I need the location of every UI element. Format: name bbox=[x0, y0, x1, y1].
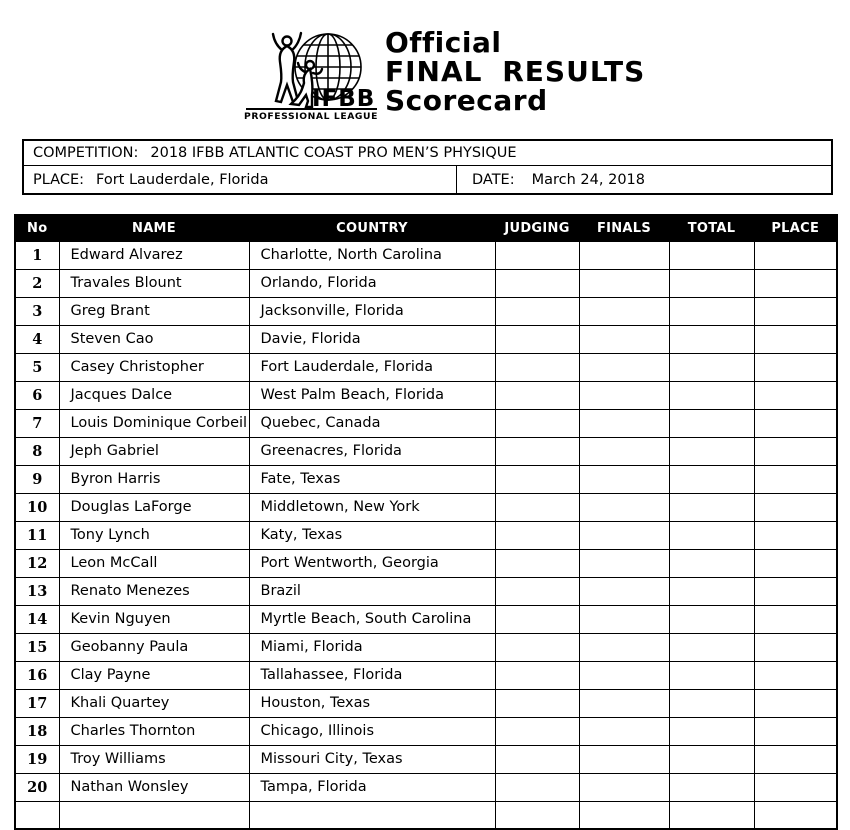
competitor-row bbox=[15, 409, 837, 437]
title-line-scorecard: Scorecard bbox=[385, 84, 548, 117]
results-table-header bbox=[15, 215, 837, 241]
cell-judging bbox=[495, 549, 579, 577]
competitor-row bbox=[15, 381, 837, 409]
cell-no: 19 bbox=[15, 745, 59, 773]
competitor-row bbox=[15, 633, 837, 661]
cell-total bbox=[669, 353, 754, 381]
cell-country: Middletown, New York bbox=[249, 493, 495, 521]
cell-judging bbox=[495, 577, 579, 605]
cell-name: Charles Thornton bbox=[59, 717, 249, 745]
cell-name: Greg Brant bbox=[59, 297, 249, 325]
cell-country: Jacksonville, Florida bbox=[249, 297, 495, 325]
cell-finals bbox=[579, 773, 669, 801]
cell-finals bbox=[579, 269, 669, 297]
cell-judging bbox=[495, 633, 579, 661]
column-header-finals: FINALS bbox=[579, 215, 669, 241]
cell-place bbox=[754, 241, 837, 269]
column-header-judging: JUDGING bbox=[495, 215, 579, 241]
cell-place bbox=[754, 773, 837, 801]
cell-country: Davie, Florida bbox=[249, 325, 495, 353]
cell-place bbox=[754, 745, 837, 773]
cell-finals bbox=[579, 437, 669, 465]
ifbb-logo bbox=[240, 25, 380, 122]
cell-name: Geobanny Paula bbox=[59, 633, 249, 661]
cell-total bbox=[669, 633, 754, 661]
cell-no: 15 bbox=[15, 633, 59, 661]
cell-total bbox=[669, 409, 754, 437]
cell-no: 17 bbox=[15, 689, 59, 717]
cell-no: 5 bbox=[15, 353, 59, 381]
title-line-official: Official bbox=[385, 26, 502, 59]
document-title bbox=[385, 28, 645, 115]
cell-country: Tampa, Florida bbox=[249, 773, 495, 801]
cell-judging bbox=[495, 745, 579, 773]
cell-no: 20 bbox=[15, 773, 59, 801]
cell-place bbox=[754, 633, 837, 661]
cell-finals bbox=[579, 353, 669, 381]
competition-info-box bbox=[22, 139, 833, 195]
cell-country: Brazil bbox=[249, 577, 495, 605]
competitor-row bbox=[15, 605, 837, 633]
cell-country: Fort Lauderdale, Florida bbox=[249, 353, 495, 381]
cell-place bbox=[754, 465, 837, 493]
competitor-row bbox=[15, 437, 837, 465]
cell-name: Travales Blount bbox=[59, 269, 249, 297]
cell-finals bbox=[579, 605, 669, 633]
cell-finals bbox=[579, 717, 669, 745]
cell-name: Byron Harris bbox=[59, 465, 249, 493]
cell-total bbox=[669, 381, 754, 409]
cell-judging bbox=[495, 605, 579, 633]
cell-judging bbox=[495, 801, 579, 829]
cell-judging bbox=[495, 269, 579, 297]
cell-finals bbox=[579, 409, 669, 437]
column-header-name: NAME bbox=[59, 215, 249, 241]
cell-total bbox=[669, 325, 754, 353]
cell-name: Khali Quartey bbox=[59, 689, 249, 717]
competitor-row bbox=[15, 493, 837, 521]
cell-name: Nathan Wonsley bbox=[59, 773, 249, 801]
cell-no: 9 bbox=[15, 465, 59, 493]
cell-name: Edward Alvarez bbox=[59, 241, 249, 269]
competition-value: 2018 IFBB ATLANTIC COAST PRO MEN’S PHYSIQUE bbox=[150, 145, 517, 161]
cell-finals bbox=[579, 745, 669, 773]
place-value: Fort Lauderdale, Florida bbox=[96, 171, 269, 188]
competitor-row bbox=[15, 353, 837, 381]
competitor-row bbox=[15, 297, 837, 325]
cell-place bbox=[754, 549, 837, 577]
column-header-country: COUNTRY bbox=[249, 215, 495, 241]
cell-total bbox=[669, 717, 754, 745]
cell-country: Quebec, Canada bbox=[249, 409, 495, 437]
cell-no: 2 bbox=[15, 269, 59, 297]
cell-no: 10 bbox=[15, 493, 59, 521]
cell-judging bbox=[495, 241, 579, 269]
cell-country: Chicago, Illinois bbox=[249, 717, 495, 745]
cell-country: Charlotte, North Carolina bbox=[249, 241, 495, 269]
cell-judging bbox=[495, 297, 579, 325]
cell-finals bbox=[579, 549, 669, 577]
competitor-row bbox=[15, 717, 837, 745]
competitor-row bbox=[15, 269, 837, 297]
cell-judging bbox=[495, 353, 579, 381]
competitor-row bbox=[15, 465, 837, 493]
cell-no: 12 bbox=[15, 549, 59, 577]
cell-finals bbox=[579, 241, 669, 269]
header-row bbox=[15, 215, 837, 241]
cell-total bbox=[669, 297, 754, 325]
cell-total bbox=[669, 661, 754, 689]
cell-place bbox=[754, 661, 837, 689]
cell-total bbox=[669, 465, 754, 493]
cell-name: Jacques Dalce bbox=[59, 381, 249, 409]
cell-country: Tallahassee, Florida bbox=[249, 661, 495, 689]
date-value: March 24, 2018 bbox=[531, 171, 645, 188]
cell-place bbox=[754, 381, 837, 409]
cell-no: 14 bbox=[15, 605, 59, 633]
logo-org-text: IFBB bbox=[312, 86, 376, 112]
cell-judging bbox=[495, 689, 579, 717]
logo-tagline-text: PROFESSIONAL LEAGUE bbox=[244, 111, 378, 122]
cell-country: Orlando, Florida bbox=[249, 269, 495, 297]
title-line-final-results: FINAL RESULTS bbox=[385, 55, 646, 88]
competitor-row bbox=[15, 549, 837, 577]
cell-finals bbox=[579, 689, 669, 717]
cell-finals bbox=[579, 381, 669, 409]
cell-judging bbox=[495, 717, 579, 745]
cell-place bbox=[754, 409, 837, 437]
cell-judging bbox=[495, 773, 579, 801]
competitor-row bbox=[15, 325, 837, 353]
competitor-row bbox=[15, 773, 837, 801]
cell-no: 11 bbox=[15, 521, 59, 549]
cell-country bbox=[249, 801, 495, 829]
cell-country: Fate, Texas bbox=[249, 465, 495, 493]
cell-no: 4 bbox=[15, 325, 59, 353]
cell-name: Tony Lynch bbox=[59, 521, 249, 549]
place-cell bbox=[24, 166, 457, 193]
cell-total bbox=[669, 605, 754, 633]
cell-total bbox=[669, 689, 754, 717]
ifbb-logo-graphic bbox=[240, 25, 380, 122]
cell-place bbox=[754, 689, 837, 717]
cell-name: Renato Menezes bbox=[59, 577, 249, 605]
cell-country: Miami, Florida bbox=[249, 633, 495, 661]
cell-total bbox=[669, 269, 754, 297]
cell-place bbox=[754, 353, 837, 381]
cell-judging bbox=[495, 325, 579, 353]
competitor-row bbox=[15, 745, 837, 773]
competitor-row bbox=[15, 241, 837, 269]
cell-place bbox=[754, 297, 837, 325]
cell-finals bbox=[579, 661, 669, 689]
cell-place bbox=[754, 801, 837, 829]
cell-place bbox=[754, 717, 837, 745]
cell-judging bbox=[495, 465, 579, 493]
competitor-row bbox=[15, 577, 837, 605]
cell-country: Katy, Texas bbox=[249, 521, 495, 549]
competitor-row bbox=[15, 521, 837, 549]
cell-name: Casey Christopher bbox=[59, 353, 249, 381]
cell-country: West Palm Beach, Florida bbox=[249, 381, 495, 409]
cell-place bbox=[754, 605, 837, 633]
cell-judging bbox=[495, 409, 579, 437]
cell-name bbox=[59, 801, 249, 829]
cell-name: Leon McCall bbox=[59, 549, 249, 577]
competition-row bbox=[24, 141, 831, 166]
cell-country: Port Wentworth, Georgia bbox=[249, 549, 495, 577]
cell-country: Missouri City, Texas bbox=[249, 745, 495, 773]
cell-no bbox=[15, 801, 59, 829]
cell-finals bbox=[579, 325, 669, 353]
competitor-row bbox=[15, 661, 837, 689]
cell-total bbox=[669, 549, 754, 577]
date-label: DATE: bbox=[472, 171, 515, 188]
cell-place bbox=[754, 493, 837, 521]
cell-judging bbox=[495, 521, 579, 549]
column-header-place: PLACE bbox=[754, 215, 837, 241]
competitor-row bbox=[15, 689, 837, 717]
date-cell bbox=[457, 166, 831, 193]
cell-country: Myrtle Beach, South Carolina bbox=[249, 605, 495, 633]
cell-total bbox=[669, 521, 754, 549]
cell-total bbox=[669, 577, 754, 605]
cell-no: 16 bbox=[15, 661, 59, 689]
cell-name: Kevin Nguyen bbox=[59, 605, 249, 633]
cell-no: 3 bbox=[15, 297, 59, 325]
cell-place bbox=[754, 521, 837, 549]
cell-finals bbox=[579, 493, 669, 521]
place-date-row bbox=[24, 166, 831, 193]
cell-place bbox=[754, 437, 837, 465]
cell-no: 18 bbox=[15, 717, 59, 745]
cell-name: Steven Cao bbox=[59, 325, 249, 353]
cell-name: Troy Williams bbox=[59, 745, 249, 773]
cell-judging bbox=[495, 661, 579, 689]
cell-place bbox=[754, 269, 837, 297]
cell-judging bbox=[495, 493, 579, 521]
cell-place bbox=[754, 577, 837, 605]
cell-total bbox=[669, 493, 754, 521]
cell-country: Houston, Texas bbox=[249, 689, 495, 717]
cell-total bbox=[669, 801, 754, 829]
cell-total bbox=[669, 241, 754, 269]
cell-finals bbox=[579, 297, 669, 325]
column-header-total: TOTAL bbox=[669, 215, 754, 241]
cell-no: 13 bbox=[15, 577, 59, 605]
cell-name: Jeph Gabriel bbox=[59, 437, 249, 465]
cell-finals bbox=[579, 801, 669, 829]
cell-no: 1 bbox=[15, 241, 59, 269]
cell-name: Douglas LaForge bbox=[59, 493, 249, 521]
column-header-no: No bbox=[15, 215, 59, 241]
results-table-body bbox=[15, 241, 837, 829]
cell-place bbox=[754, 325, 837, 353]
cell-finals bbox=[579, 521, 669, 549]
cell-total bbox=[669, 745, 754, 773]
cell-judging bbox=[495, 437, 579, 465]
cell-total bbox=[669, 437, 754, 465]
cell-country: Greenacres, Florida bbox=[249, 437, 495, 465]
cell-judging bbox=[495, 381, 579, 409]
results-table bbox=[14, 214, 838, 830]
cell-finals bbox=[579, 577, 669, 605]
place-label: PLACE: bbox=[33, 171, 84, 188]
cell-total bbox=[669, 773, 754, 801]
cell-name: Louis Dominique Corbeil bbox=[59, 409, 249, 437]
cell-finals bbox=[579, 633, 669, 661]
cell-finals bbox=[579, 465, 669, 493]
partial-empty-row bbox=[15, 801, 837, 829]
cell-no: 6 bbox=[15, 381, 59, 409]
competition-label: COMPETITION: bbox=[33, 145, 139, 161]
cell-name: Clay Payne bbox=[59, 661, 249, 689]
cell-no: 7 bbox=[15, 409, 59, 437]
cell-no: 8 bbox=[15, 437, 59, 465]
